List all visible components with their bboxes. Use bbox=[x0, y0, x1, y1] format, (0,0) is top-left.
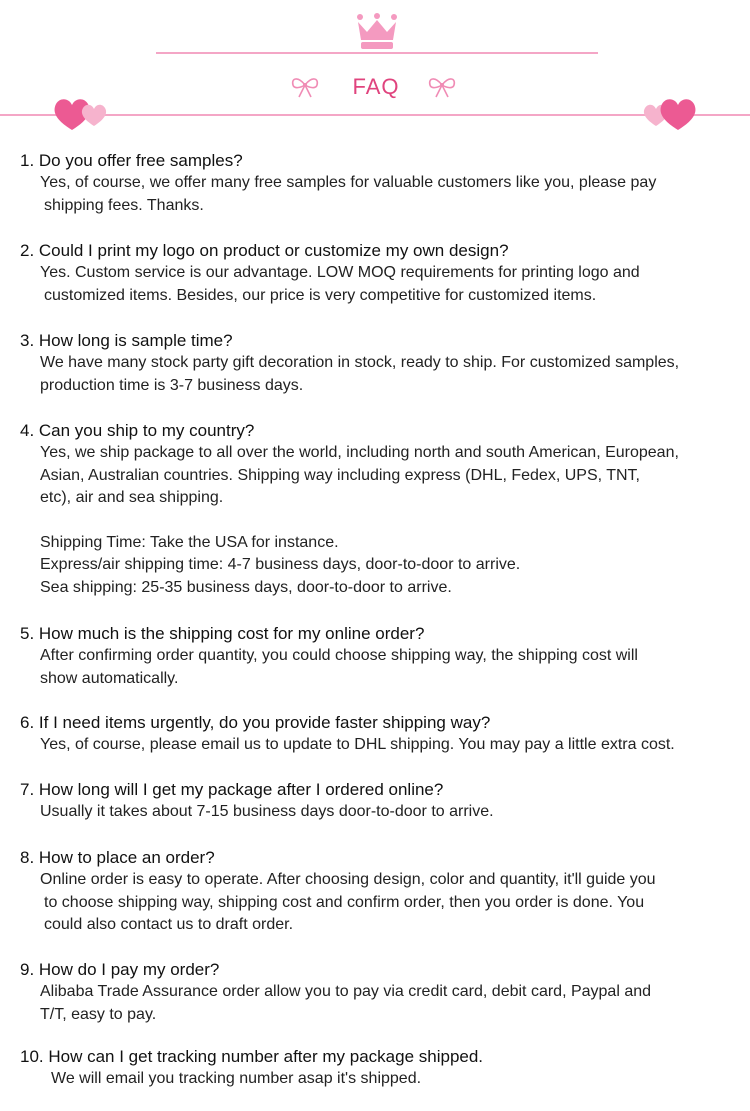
faq-answer bbox=[0, 172, 750, 217]
faq-item bbox=[0, 420, 750, 599]
answer-line: Usually it takes about 7-15 business days door-to-door to arrive. bbox=[40, 803, 494, 820]
faq-question: 8. How to place an order? bbox=[20, 848, 215, 867]
answer-line: to choose shipping way, shipping cost and confirm order, then you order is done. You bbox=[44, 893, 645, 911]
answer-line: T/T, easy to pay. bbox=[40, 1005, 157, 1023]
answer-line: Asian, Australian countries. Shipping way including express (DHL, Fedex, UPS, TNT, bbox=[40, 466, 640, 484]
faq-question: 3. How long is sample time? bbox=[20, 331, 233, 350]
faq-item bbox=[0, 330, 750, 397]
answer-line: could also contact us to draft order. bbox=[44, 916, 294, 933]
shipping-time-line: Sea shipping: 25-35 business days, door-to-door to arrive. bbox=[40, 578, 452, 596]
faq-question: 5. How much is the shipping cost for my online order? bbox=[20, 624, 425, 643]
faq-item bbox=[0, 959, 750, 1026]
faq-header bbox=[0, 0, 750, 140]
faq-answer bbox=[0, 352, 750, 397]
faq-list bbox=[0, 150, 750, 1100]
faq-question: 1. Do you offer free samples? bbox=[20, 151, 243, 170]
faq-answer bbox=[0, 734, 750, 757]
faq-answer bbox=[0, 1068, 750, 1091]
faq-answer bbox=[0, 869, 750, 937]
answer-line: Yes, we ship package to all over the world, including north and south American, European, bbox=[40, 444, 679, 461]
faq-answer bbox=[0, 442, 750, 599]
answer-line: Alibaba Trade Assurance order allow you to pay via credit card, debit card, Paypal and bbox=[40, 983, 652, 1000]
shipping-time-line: Shipping Time: Take the USA for instance. bbox=[40, 533, 339, 551]
answer-line: shipping fees. Thanks. bbox=[44, 196, 204, 214]
faq-question: 2. Could I print my logo on product or customize my own design? bbox=[20, 241, 509, 260]
ribbon-bow-icon bbox=[427, 76, 457, 98]
faq-answer bbox=[0, 262, 750, 307]
ribbon-bow-icon bbox=[290, 76, 320, 98]
answer-line: Yes, of course, we offer many free samples for valuable customers like you, please pay bbox=[40, 174, 657, 191]
faq-item bbox=[0, 779, 750, 824]
answer-line: production time is 3-7 business days. bbox=[40, 376, 304, 394]
answer-line: Online order is easy to operate. After choosing design, color and quantity, it'll guide you bbox=[40, 871, 656, 888]
answer-line: Yes. Custom service is our advantage. LOW MOQ requirements for printing logo and bbox=[40, 264, 640, 281]
faq-item bbox=[0, 623, 750, 690]
answer-line: customized items. Besides, our price is very competitive for customized items. bbox=[44, 286, 597, 304]
header-divider-bottom bbox=[0, 114, 750, 116]
answer-line: etc), air and sea shipping. bbox=[40, 489, 224, 506]
faq-item bbox=[0, 150, 750, 217]
answer-line: After confirming order quantity, you could choose shipping way, the shipping cost will bbox=[40, 647, 638, 664]
header-divider-top bbox=[156, 52, 598, 54]
faq-item bbox=[0, 712, 750, 757]
faq-question: 4. Can you ship to my country? bbox=[20, 421, 255, 440]
hearts-icon bbox=[50, 94, 110, 134]
answer-line: show automatically. bbox=[40, 669, 179, 687]
faq-question: 10. How can I get tracking number after my package shipped. bbox=[20, 1047, 484, 1066]
faq-question: 9. How do I pay my order? bbox=[20, 960, 220, 979]
faq-answer bbox=[0, 645, 750, 690]
faq-answer bbox=[0, 981, 750, 1026]
faq-title-row bbox=[0, 72, 750, 102]
answer-line: We have many stock party gift decoration in stock, ready to ship. For customized samples, bbox=[40, 354, 680, 371]
faq-question: 6. If I need items urgently, do you provide faster shipping way? bbox=[20, 713, 491, 732]
answer-line: Yes, of course, please email us to update to DHL shipping. You may pay a little extra cost. bbox=[40, 736, 675, 753]
shipping-time-line: Express/air shipping time: 4-7 business days, door-to-door to arrive. bbox=[40, 556, 521, 573]
faq-answer bbox=[0, 801, 750, 824]
faq-item bbox=[0, 240, 750, 307]
crown-icon bbox=[355, 12, 399, 52]
page-title: FAQ bbox=[352, 74, 400, 99]
faq-item bbox=[0, 1046, 750, 1091]
faq-item bbox=[0, 847, 750, 937]
hearts-icon bbox=[640, 94, 700, 134]
answer-line: We will email you tracking number asap it's shipped. bbox=[51, 1070, 422, 1087]
faq-question: 7. How long will I get my package after I ordered online? bbox=[20, 780, 444, 799]
